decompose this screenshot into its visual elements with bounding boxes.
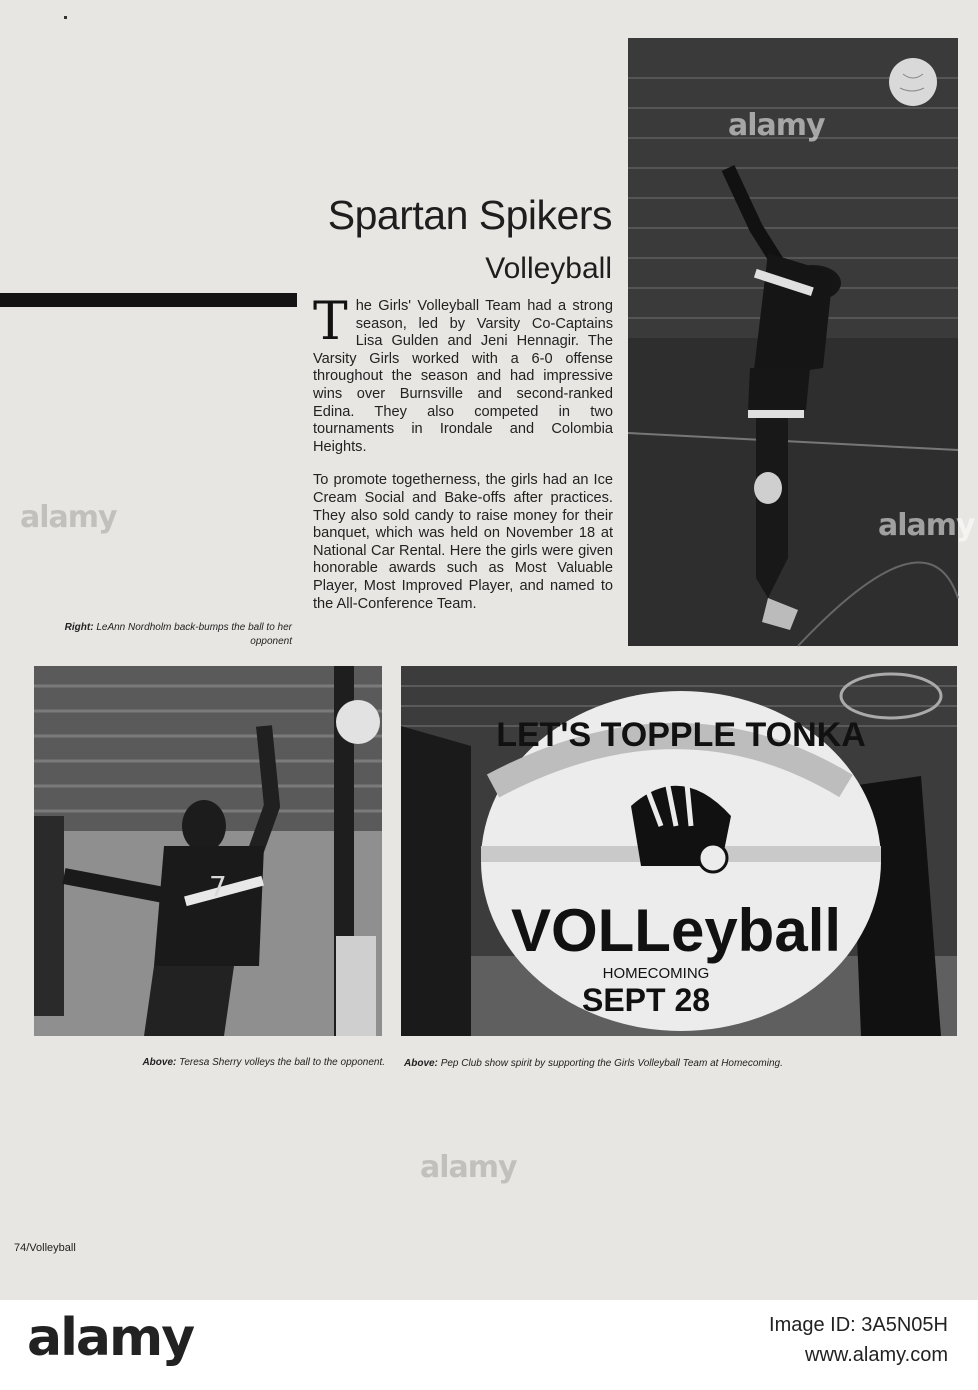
article-body [313,292,613,629]
image-id-label: Image ID: 3A5N05H [769,1314,948,1336]
article-paragraph-1 [313,292,613,456]
photo-volley [34,666,382,1036]
alamy-logo: alamy [27,1308,194,1368]
banner-text-line-1: LET'S TOPPLE TONKA [496,716,866,754]
watermark: alamy [878,508,975,543]
stock-footer [0,1300,978,1390]
caption-left [40,1056,385,1070]
caption-text: Teresa Sherry volleys the ball to the opponent. [179,1057,385,1068]
banner-text-line-4: SEPT 28 [581,982,711,1018]
photo-volley-image [34,666,382,1036]
photo-pep-club-banner [401,666,957,1036]
jersey-number: 7 [209,870,227,903]
print-speck [64,16,67,19]
article-subtitle: Volleyball [485,252,612,285]
banner-text-line-2: VOLLeyball [510,897,842,964]
article-paragraph-1-text: he Girls' Volleyball Team had a strong season, led by Varsity Co-Captains Lisa Gulden and Jeni Hennagir. The Varsity Girls worked with a 6-0 offense throughout the season and had impressive wins over Burnsville and second-ranked Edina. They also competed in two tournaments in Irondale and Colombia Heights. [313,298,613,455]
caption-label: Above: [404,1058,438,1069]
watermark: alamy [420,1150,517,1185]
footer-url: www.alamy.com [805,1344,948,1366]
article-title: Spartan Spikers [327,192,612,238]
caption-label: Right: [64,622,94,633]
photo-spiker-image [628,38,958,646]
caption-middle [404,1057,924,1071]
article-paragraph-2: To promote togetherness, the girls had an Ice Cream Social and Bake-offs after practices. They also sold candy to raise money for their banquet, which was held on November 18 at National Car Rental. Here the girls were given honorable awards such as Most Valuable Player, Most Improved Player, and named to the All-Conference Team. [313,472,613,612]
caption-label: Above: [142,1057,177,1068]
banner-text-line-3: HOMECOMING [602,965,710,982]
page-folio: 74/Volleyball [14,1242,76,1254]
photo-pep-club-image [401,666,957,1036]
caption-text: Pep Club show spirit by supporting the Girls Volleyball Team at Homecoming. [440,1058,783,1069]
photo-spiker [628,38,975,646]
section-rule [0,293,297,307]
watermark: alamy [20,500,117,535]
watermark: alamy [728,108,825,143]
caption-text: LeAnn Nordholm back-bumps the ball to her opponent [96,622,292,647]
drop-cap: T [313,292,348,352]
caption-right [60,621,292,649]
